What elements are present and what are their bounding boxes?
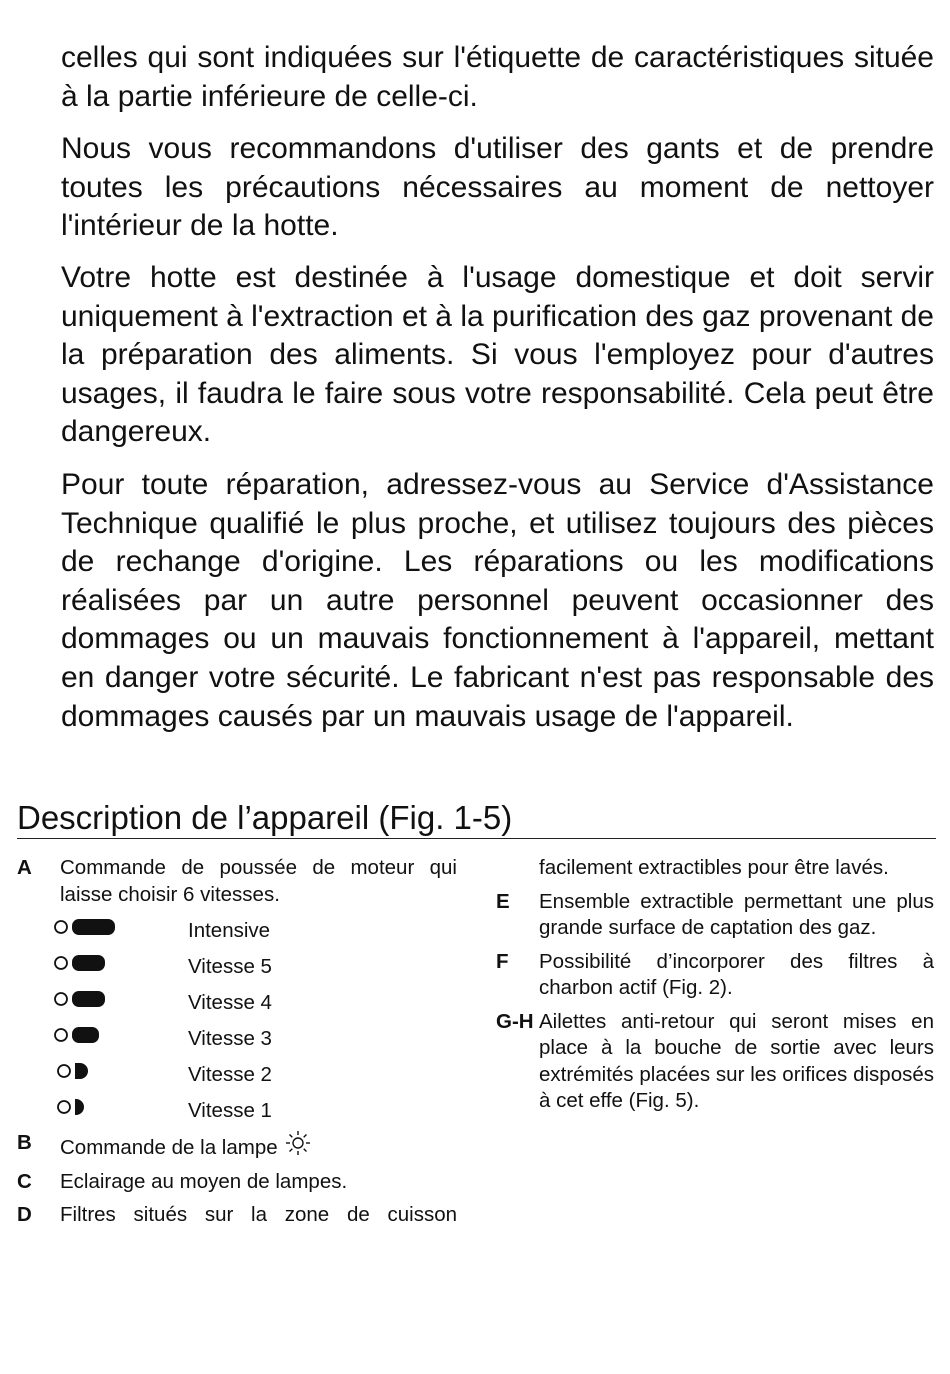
item-g-h [496,1009,934,1115]
speed-label: Vitesse 2 [188,1063,272,1086]
paragraph-1: celles qui sont indiquées sur l'étiquette de caractéristiques située à la partie inférieure de celle-ci. [61,41,934,113]
item-text: Filtres situés sur la zone de cuisson [60,1203,457,1226]
lamp-icon [282,1130,314,1158]
speed-3-icon [53,1024,135,1046]
item-letter: A [17,856,32,879]
description-right-column [496,855,934,1115]
section-divider [17,838,936,839]
speed-item [17,1058,457,1094]
item-b [17,1130,457,1162]
item-text: facilement extractibles pour être lavés. [539,856,889,879]
item-a [17,855,457,908]
speed-label: Intensive [188,919,271,942]
speed-item [17,1022,457,1058]
item-letter: B [17,1131,32,1154]
speed-item [17,950,457,986]
paragraph-3: Votre hotte est destinée à l'usage domestique et doit servir uniquement à l'extraction et à la purification des gaz provenant de la préparation des aliments. Si vous l'employez pour d'autres usages, il faudra le faire sous votre responsabilité. Cela peut être dangereux. [61,261,934,449]
item-e [496,889,934,942]
speed-label: Vitesse 1 [188,1099,272,1122]
item-letter: C [17,1169,32,1193]
speed-label: Vitesse 5 [188,955,272,978]
item-f [496,949,934,1002]
speed-5-icon [53,952,135,974]
item-text: Ensemble extractible permettant une plus grande surface de captation des gaz. [539,889,934,939]
item-b-body [60,1130,457,1162]
speed-list [17,914,457,1130]
speed-4-icon [53,988,135,1010]
speed-item [17,986,457,1022]
item-letter: D [17,1203,32,1226]
item-text: Commande de la lampe [60,1136,278,1159]
item-d-continued [496,855,934,882]
item-text: Ailettes anti-retour qui seront mises en place à la bouche de sortie avec leurs extrémités placées sur les orifices disposés à cet effe (Fig. 5). [539,1009,934,1112]
item-c [17,1169,457,1196]
item-text: Eclairage au moyen de lampes. [60,1169,348,1193]
speed-item [17,1094,457,1130]
item-text: Possibilité d’incorporer des filtres à charbon actif (Fig. 2). [539,949,934,999]
description-left-column [17,855,457,1229]
item-d [17,1202,457,1229]
item-letter: E [496,889,510,913]
speed-item [17,914,457,950]
item-text: Commande de poussée de moteur qui laisse choisir 6 vitesses. [60,856,457,906]
paragraph-4: Pour toute réparation, adressez-vous au Service d'Assistance Technique qualifié le plus proche, et utilisez toujours des pièces de rechange d'origine. Les réparations ou les modifications réalisées par un autre personnel peuvent occasionner des dommages ou un mauvais fonctionnement à l'appareil, mettant en danger votre sécurité. Le fabricant n'est pas responsable des dommages causés par un mauvais usage de l'appareil. [61,468,934,733]
paragraph-2: Nous vous recommandons d'utiliser des gants et de prendre toutes les précautions nécessaires au moment de nettoyer l'intérieur de la hotte. [61,132,934,243]
speed-label: Vitesse 4 [188,991,272,1014]
speed-1-icon [53,1096,135,1118]
speed-2-icon [53,1060,135,1082]
section-heading: Description de l’appareil (Fig. 1-5) [17,799,513,836]
item-letter: F [496,949,509,973]
item-letter: G-H [496,1009,534,1033]
speed-label: Vitesse 3 [188,1027,272,1050]
speed-6-icon [53,916,135,938]
